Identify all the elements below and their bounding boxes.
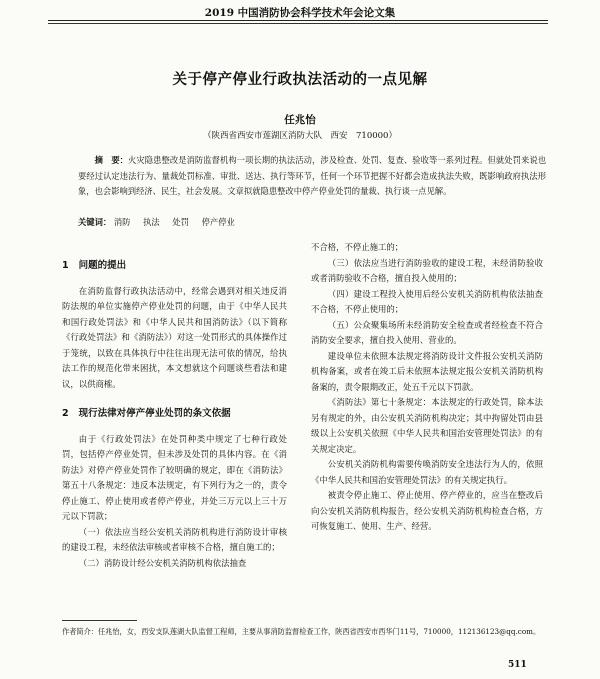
section-title: 现行法律对停产停业处罚的条文依据	[78, 408, 231, 419]
section-heading	[62, 406, 287, 422]
section-number: 1	[62, 260, 69, 271]
keyword: 执法	[143, 217, 160, 227]
left-column	[62, 240, 287, 571]
abstract-text: 火灾隐患整改是消防监督机构一项长期的执法活动，涉及检查、处罚、复查、验收等一系列过程。但就处罚来说也要经过认定违法行为、量裁处罚标准、审批、送达、执行等环节，任何一个环节把握不好都会造成执法失败，既影响政府执法形象，也会影响到经济、民生，社会发展。文章拟就隐患整改中停产停业处罚的量裁、执行谈一点见解。	[78, 155, 546, 196]
paragraph: 《消防法》第七十条规定：本法规定的行政处罚，除本法另有规定的外，由公安机关消防机构决定；其中拘留处罚由县级以上公安机关依照《中华人民共和国治安管理处罚法》的有关规定决定。	[311, 397, 543, 454]
section-heading	[62, 258, 287, 274]
author-affiliation: （陕西省西安市莲湖区消防大队 西安 710000）	[203, 131, 397, 141]
paragraph: 建设单位未依照本法规定将消防设计文件报公安机关消防机构备案，或者在竣工后未依照本法规定报公安机关消防机构备案的，责令限期改正，处五千元以下罚款。	[311, 350, 543, 392]
author-footnote: 作者简介：任兆怡，女，西安支队莲湖大队监督工程师，主要从事消防监督检查工作，陕西省西安市西华门11号，710000，112136123@qq.com。	[62, 627, 541, 636]
section-number: 2	[62, 408, 69, 419]
right-column	[311, 240, 543, 535]
paragraph: （五）公众聚集场所未经消防安全检查或者经检查不符合消防安全要求，擅自投入使用、营业的。	[311, 319, 543, 345]
author-name: 任兆怡	[284, 114, 316, 126]
keyword: 处罚	[172, 217, 189, 227]
running-header: 2019 中国消防协会科学技术年会论文集	[204, 7, 396, 19]
paragraph: 不合格，不停止施工的；	[311, 242, 404, 252]
paragraph: 在消防监督行政执法活动中，经常会遇到对相关违反消防法规的单位实施停产停业处罚的问题，由于《中华人民共和国行政处罚法》和《中华人民共和国消防法》（以下简称《行政处罚法》和《消防法》）对这一处罚形式的具体操作过于笼统，以致在具体执行中往往出现无法可依的情况，给执法工作的规范化带来困扰，本文想就这个问题谈些看法和建议，以供商榷。	[62, 285, 287, 389]
section-title: 问题的提出	[78, 260, 127, 271]
paragraph: （四）建设工程投入使用后经公安机关消防机构依法抽查不合格，不停止使用的；	[311, 288, 543, 314]
abstract	[78, 153, 546, 200]
keyword: 消防	[113, 217, 131, 227]
keywords	[78, 216, 546, 228]
paragraph: 被责令停止施工、停止使用、停产停业的，应当在整改后向公安机关消防机构报告，经公安机关消防机构检查合格，方可恢复施工、使用、生产、经营。	[311, 490, 543, 531]
paragraph: 由于《行政处罚法》在处罚种类中规定了七种行政处罚，包括停产停业处罚，但未涉及处罚的具体内容。在《消防法》对停产停业处罚作了较明确的规定，即在《消防法》第五十八条规定：违反本法规定，有下列行为之一的，责令停止施工、停止使用或者停产停业，并处三万元以上三十万元以下罚款；	[62, 433, 287, 521]
page-number: 511	[508, 660, 527, 670]
paragraph: 公安机关消防机构需要传唤消防安全违法行为人的，依照《中华人民共和国治安管理处罚法》的有关规定执行。	[311, 459, 543, 485]
header-rule	[48, 20, 548, 21]
keyword: 停产停业	[201, 217, 235, 227]
footnote-rule	[62, 620, 137, 621]
header-rule-thin	[48, 23, 548, 24]
keywords-label: 关键词：	[78, 217, 112, 227]
paragraph: （二）消防设计经公安机关消防机构依法抽查	[78, 557, 247, 568]
paragraph: （一）依法应当经公安机关消防机构进行消防设计审核的建设工程，未经依法审核或者审核不合格，擅自施工的；	[62, 526, 287, 552]
paragraph: （三）依法应当进行消防验收的建设工程，未经消防验收或者消防验收不合格，擅自投入使用的；	[311, 257, 543, 283]
paper-title: 关于停产停业行政执法活动的一点见解	[172, 71, 428, 88]
abstract-label: 摘 要：	[94, 155, 129, 165]
